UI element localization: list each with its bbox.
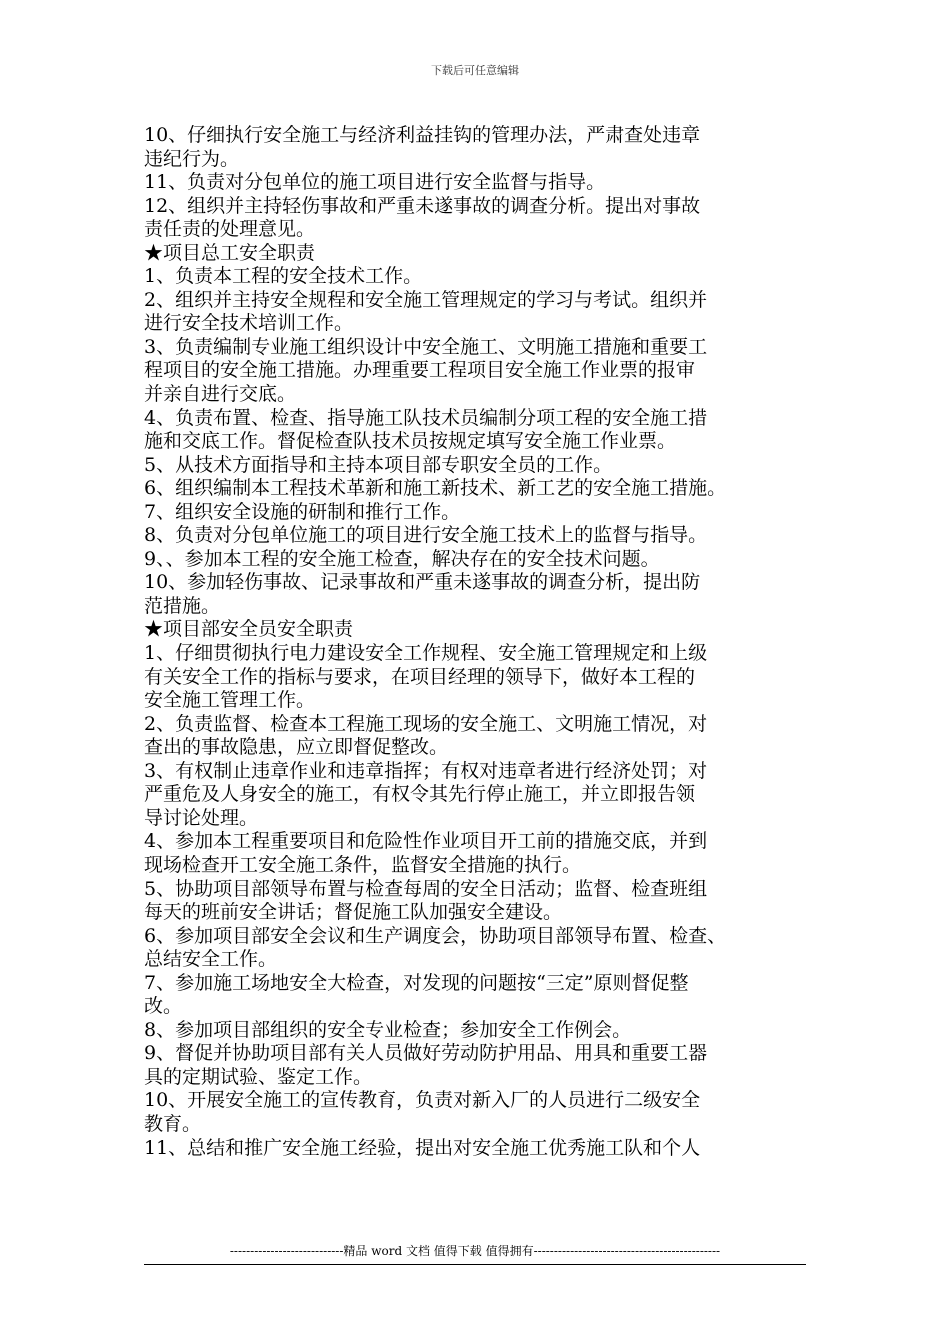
body-line: 10、参加轻伤事故、记录事故和严重未遂事故的调查分析，提出防 (144, 571, 701, 594)
body-line: 现场检查开工安全施工条件，监督安全措施的执行。 (144, 853, 582, 876)
body-line: 进行安全技术培训工作。 (144, 312, 354, 335)
body-line: 6、参加项目部安全会议和生产调度会，协助项目部领导布置、检查、 (144, 924, 727, 947)
body-line: 9、督促并协助项目部有关人员做好劳动防护用品、用具和重要工器 (144, 1042, 708, 1065)
body-line: 6、组织编制本工程技术革新和施工新技术、新工艺的安全施工措施。 (144, 477, 727, 500)
body-line: 并亲自进行交底。 (144, 383, 297, 406)
body-line: 每天的班前安全讲话；督促施工队加强安全建设。 (144, 901, 563, 924)
body-line: 严重危及人身安全的施工，有权令其先行停止施工，并立即报告领 (144, 783, 696, 806)
body-line: 8、参加项目部组织的安全专业检查；参加安全工作例会。 (144, 1018, 632, 1041)
section-heading-chief-engineer: ★项目总工安全职责 (144, 241, 316, 264)
body-line: 2、组织并主持安全规程和安全施工管理规定的学习与考试。组织并 (144, 288, 708, 311)
section-heading-safety-officer: ★项目部安全员安全职责 (144, 618, 354, 641)
body-line: 1、负责本工程的安全技术工作。 (144, 265, 423, 288)
body-line: 1、仔细贯彻执行电力建设安全工作规程、安全施工管理规定和上级 (144, 642, 708, 665)
body-line: 改。 (144, 995, 183, 1018)
body-line: 导讨论处理。 (144, 806, 259, 829)
body-line: 3、有权制止违章作业和违章指挥；有权对违章者进行经济处罚；对 (144, 759, 708, 782)
body-line: 2、负责监督、检查本工程施工现场的安全施工、文明施工情况，对 (144, 712, 708, 735)
body-line: 11、负责对分包单位的施工项目进行安全监督与指导。 (144, 171, 606, 194)
body-line: 有关安全工作的指标与要求，在项目经理的领导下，做好本工程的 (144, 665, 696, 688)
body-line: 范措施。 (144, 594, 221, 617)
body-line: 5、协助项目部领导布置与检查每周的安全日活动；监督、检查班组 (144, 877, 708, 900)
body-line: 5、从技术方面指导和主持本项目部专职安全员的工作。 (144, 453, 613, 476)
body-line: 3、负责编制专业施工组织设计中安全施工、文明施工措施和重要工 (144, 335, 708, 358)
body-line: 4、参加本工程重要项目和危险性作业项目开工前的措施交底，并到 (144, 830, 708, 853)
body-line: 总结安全工作。 (144, 948, 278, 971)
body-line: 4、负责布置、检查、指导施工队技术员编制分项工程的安全施工措 (144, 406, 708, 429)
body-line: 10、仔细执行安全施工与经济利益挂钩的管理办法，严肃查处违章 (144, 124, 701, 146)
body-line: 12、组织并主持轻伤事故和严重未遂事故的调查分析。提出对事故 (144, 194, 701, 217)
body-line: 具的定期试验、鉴定工作。 (144, 1065, 373, 1088)
body-line: 11、总结和推广安全施工经验，提出对安全施工优秀施工队和个人 (144, 1136, 701, 1159)
footer-divider (144, 1264, 806, 1265)
document-body (144, 124, 820, 1160)
body-line: 7、组织安全设施的研制和推行工作。 (144, 500, 461, 523)
body-line: 违纪行为。 (144, 147, 240, 170)
body-line: 查出的事故隐患，应立即督促整改。 (144, 736, 449, 759)
page-footer: ----------------------------精品 word 文档 值得下载 值得拥有---------------------------------------------- (229, 1244, 721, 1258)
body-line: 责任责的处理意见。 (144, 218, 316, 241)
body-line: 程项目的安全施工措施。办理重要工程项目安全施工作业票的报审 (144, 359, 696, 382)
page-header: 下载后可任意编辑 (431, 64, 519, 77)
body-line: 9、、参加本工程的安全施工检查，解决存在的安全技术问题。 (144, 547, 660, 570)
body-line: 教育。 (144, 1112, 202, 1135)
body-line: 施和交底工作。督促检查队技术员按规定填写安全施工作业票。 (144, 430, 677, 453)
body-line: 8、负责对分包单位施工的项目进行安全施工技术上的监督与指导。 (144, 524, 708, 547)
body-line: 安全施工管理工作。 (144, 689, 316, 712)
body-line: 10、开展安全施工的宣传教育，负责对新入厂的人员进行二级安全 (144, 1089, 701, 1112)
body-line: 7、参加施工场地安全大检查，对发现的问题按“三定”原则督促整 (144, 971, 689, 994)
